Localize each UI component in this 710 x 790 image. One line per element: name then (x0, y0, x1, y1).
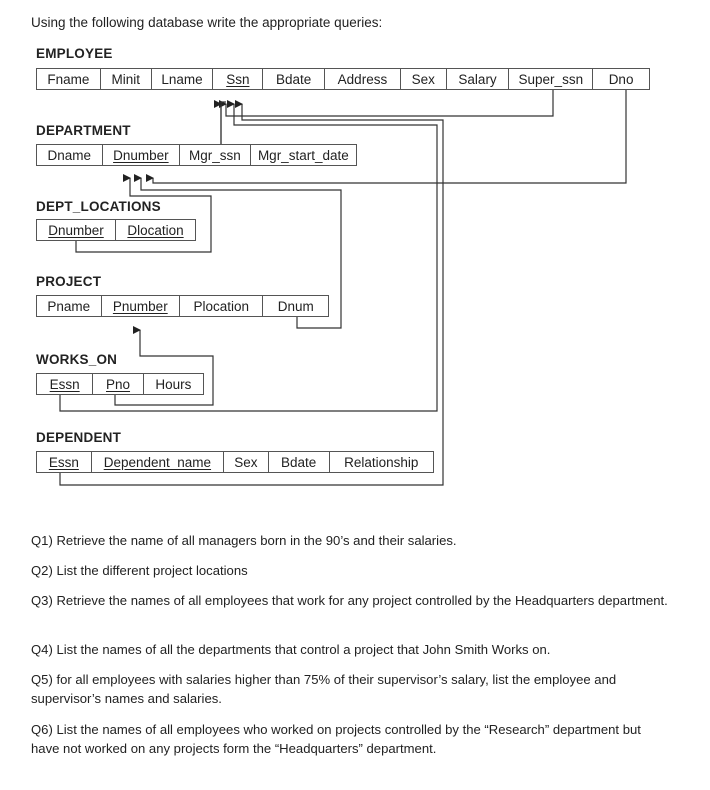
works-on-table-name: WORKS_ON (36, 352, 118, 367)
employee-col-dno: Dno (608, 71, 634, 87)
employee-col-salary: Salary (447, 69, 510, 89)
dept-locations-table (36, 219, 196, 241)
dept-locations-col-dlocation: Dlocation (127, 222, 184, 238)
fk-dno-line (153, 90, 626, 183)
employee-col-minit: Minit (101, 69, 152, 89)
intro-text: Using the following database write the appropriate queries: (31, 15, 383, 30)
fk-super-ssn-line (226, 90, 553, 116)
dependent-col-dependent-name: Dependent_name (92, 452, 224, 472)
employee-col-bdate: Bdate (263, 69, 325, 89)
dependent-col-sex: Sex (224, 452, 269, 472)
employee-col-ssn: Ssn (213, 69, 263, 89)
question-2: Q2) List the different project locations (31, 563, 248, 578)
department-col-dnumber: Dnumber (103, 145, 181, 165)
project-col-dnum: Dnum (277, 298, 314, 314)
department-table (36, 144, 357, 166)
project-col-pnumber: Pnumber (102, 296, 180, 316)
project-table (36, 295, 329, 317)
employee-col-lname: Lname (152, 69, 214, 89)
employee-col-fname: Fname (37, 69, 101, 89)
works-on-col-hours: Hours (155, 376, 192, 392)
dependent-col-relationship: Relationship (344, 454, 419, 470)
question-1: Q1) Retrieve the name of all managers born in the 90’s and their salaries. (31, 533, 457, 548)
works-on-table (36, 373, 204, 395)
dept-locations-col-dnumber: Dnumber (37, 220, 116, 240)
department-col-mgr-start-date: Mgr_start_date (257, 147, 349, 163)
question-3: Q3) Retrieve the names of all employees that work for any project controlled by the Headquarters department. (31, 593, 668, 608)
project-col-plocation: Plocation (180, 296, 263, 316)
dept-locations-table-name: DEPT_LOCATIONS (36, 199, 161, 214)
department-col-dname: Dname (37, 145, 103, 165)
department-col-mgr-ssn: Mgr_ssn (180, 145, 251, 165)
dependent-table (36, 451, 434, 473)
question-5: Q5) for all employees with salaries higher than 75% of their supervisor’s salary, list the employee and supervisor’s names and salaries. (31, 672, 617, 706)
department-table-name: DEPARTMENT (36, 123, 131, 138)
employee-table-name: EMPLOYEE (36, 46, 113, 61)
dependent-table-name: DEPENDENT (36, 430, 122, 445)
dependent-col-bdate: Bdate (269, 452, 330, 472)
employee-col-sex: Sex (401, 69, 447, 89)
employee-col-address: Address (325, 69, 401, 89)
project-table-name: PROJECT (36, 274, 102, 289)
works-on-col-essn: Essn (37, 374, 93, 394)
fk-mgr-ssn-line (221, 102, 226, 144)
question-4: Q4) List the names of all the departments that control a project that John Smith Works on. (31, 642, 551, 657)
project-col-pname: Pname (37, 296, 102, 316)
employee-col-super-ssn: Super_ssn (509, 69, 593, 89)
question-6: Q6) List the names of all employees who worked on projects controlled by the “Research” department but have not worked on any projects form the “Headquarters” department. (31, 722, 641, 756)
employee-table (36, 68, 650, 90)
dependent-col-essn: Essn (37, 452, 92, 472)
works-on-col-pno: Pno (93, 374, 143, 394)
